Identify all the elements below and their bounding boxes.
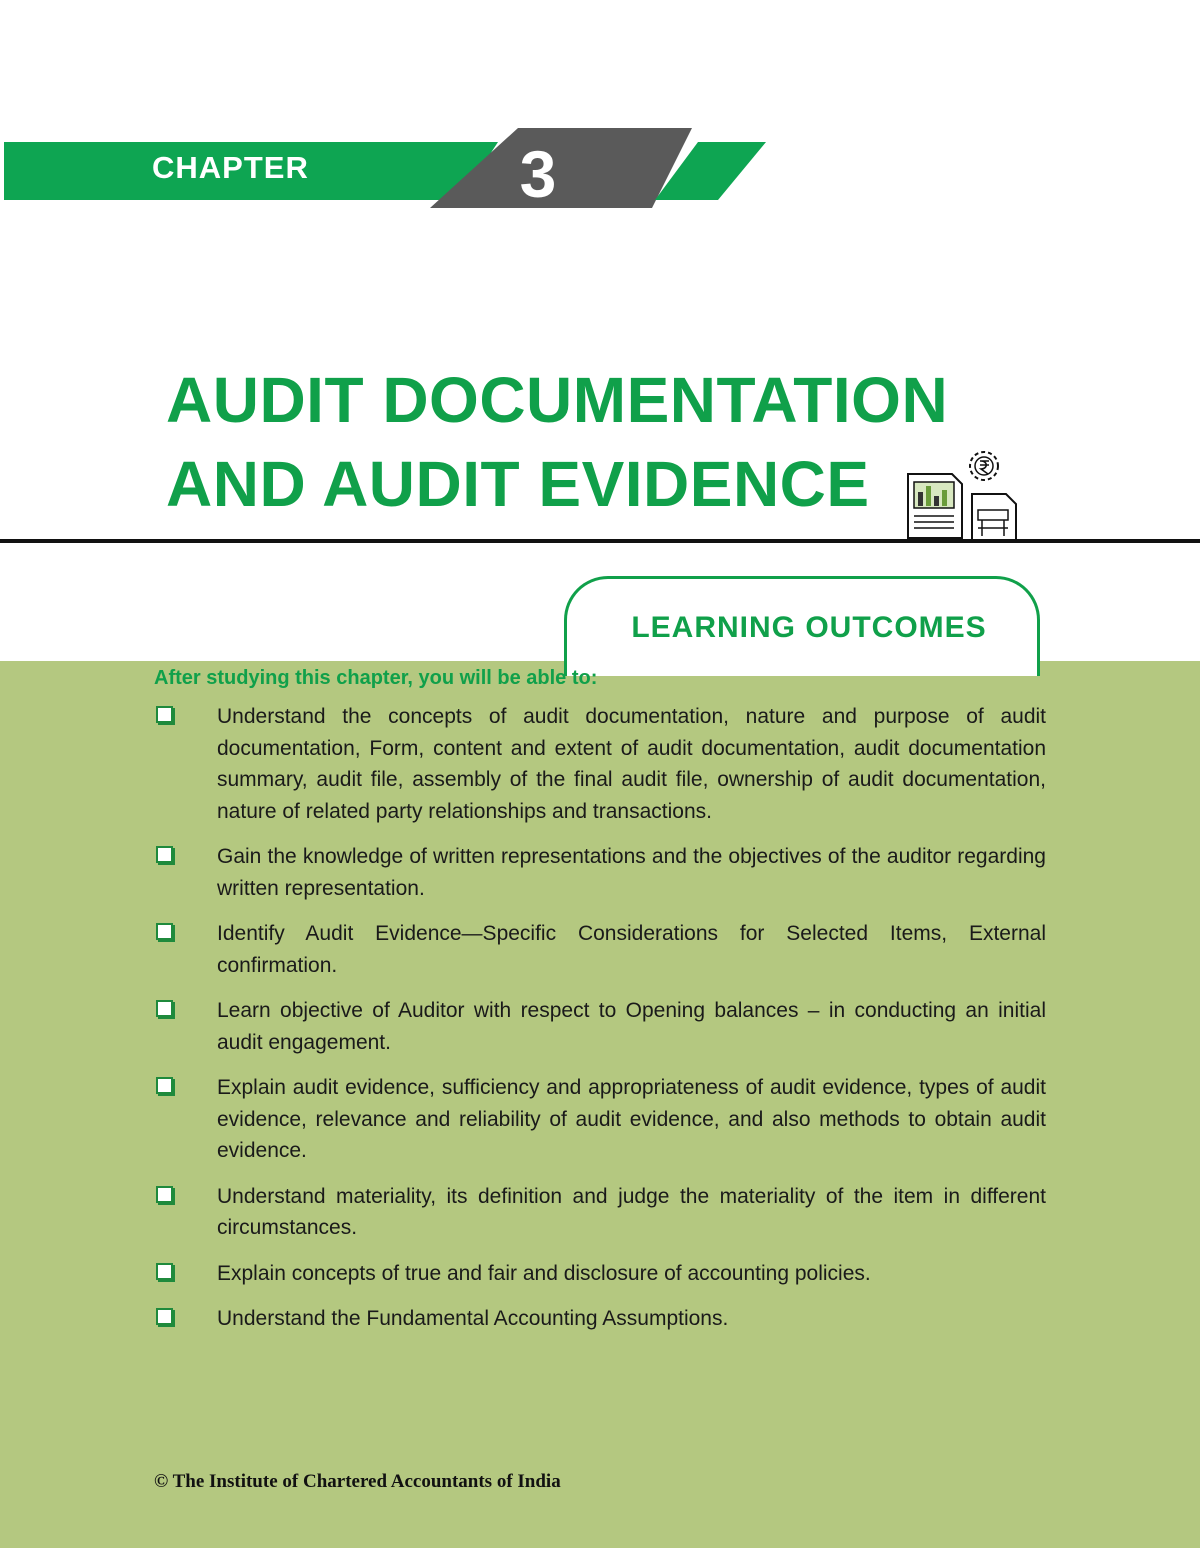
checkbox-icon: [156, 846, 173, 863]
outcome-text: Learn objective of Auditor with respect to Opening balances – in conducting an initial audit engagement.: [217, 999, 1046, 1054]
outcome-text: Understand materiality, its definition and judge the materiality of the item in different circumstances.: [217, 1184, 1046, 1239]
list-item: [154, 1303, 1046, 1335]
learning-outcomes-list: [154, 701, 1046, 1349]
copyright-footer: © The Institute of Chartered Accountants of India: [154, 1471, 561, 1492]
learning-outcomes-heading: LEARNING OUTCOMES: [631, 611, 987, 644]
chapter-number: 3: [519, 137, 557, 211]
checkbox-icon: [156, 1308, 173, 1325]
title-line-2: AND AUDIT EVIDENCE: [166, 448, 870, 520]
title-line-1: AUDIT DOCUMENTATION: [166, 364, 949, 436]
outcome-text: Explain concepts of true and fair and disclosure of accounting policies.: [217, 1261, 871, 1285]
list-item: [154, 841, 1046, 904]
list-item: [154, 995, 1046, 1058]
outcome-text: Identify Audit Evidence—Specific Considerations for Selected Items, External confirmation.: [217, 922, 1046, 977]
list-item: [154, 1258, 1046, 1290]
checkbox-icon: [156, 1077, 173, 1094]
page-title: [166, 358, 1026, 526]
chapter-label: CHAPTER: [152, 150, 309, 185]
checkbox-icon: [156, 1186, 173, 1203]
learning-outcomes-intro: After studying this chapter, you will be able to:: [154, 667, 598, 689]
outcome-text: Understand the Fundamental Accounting Assumptions.: [217, 1307, 729, 1330]
list-item: [154, 701, 1046, 827]
outcome-text: Gain the knowledge of written representations and the objectives of the auditor regarding written representation.: [217, 845, 1046, 900]
chapter-banner: [0, 128, 780, 212]
outcome-text: Explain audit evidence, sufficiency and appropriateness of audit evidence, types of audit evidence, relevance and reliability of audit evidence, and also methods to obtain audit evidence.: [217, 1076, 1046, 1162]
checkbox-icon: [156, 1000, 173, 1017]
documents-rupee-gear-icon: [902, 448, 1020, 544]
outcome-text: Understand the concepts of audit documentation, nature and purpose of audit documentation, Form, content and extent of audit documentation, audit documentation summary, audit file, assembly of the final audit file, ownership of audit documentation, nature of related party relationships and transactions.: [217, 705, 1046, 823]
list-item: [154, 918, 1046, 981]
checkbox-icon: [156, 706, 173, 723]
title-divider: [0, 539, 1200, 543]
list-item: [154, 1072, 1046, 1167]
checkbox-icon: [156, 923, 173, 940]
list-item: [154, 1181, 1046, 1244]
checkbox-icon: [156, 1263, 173, 1280]
